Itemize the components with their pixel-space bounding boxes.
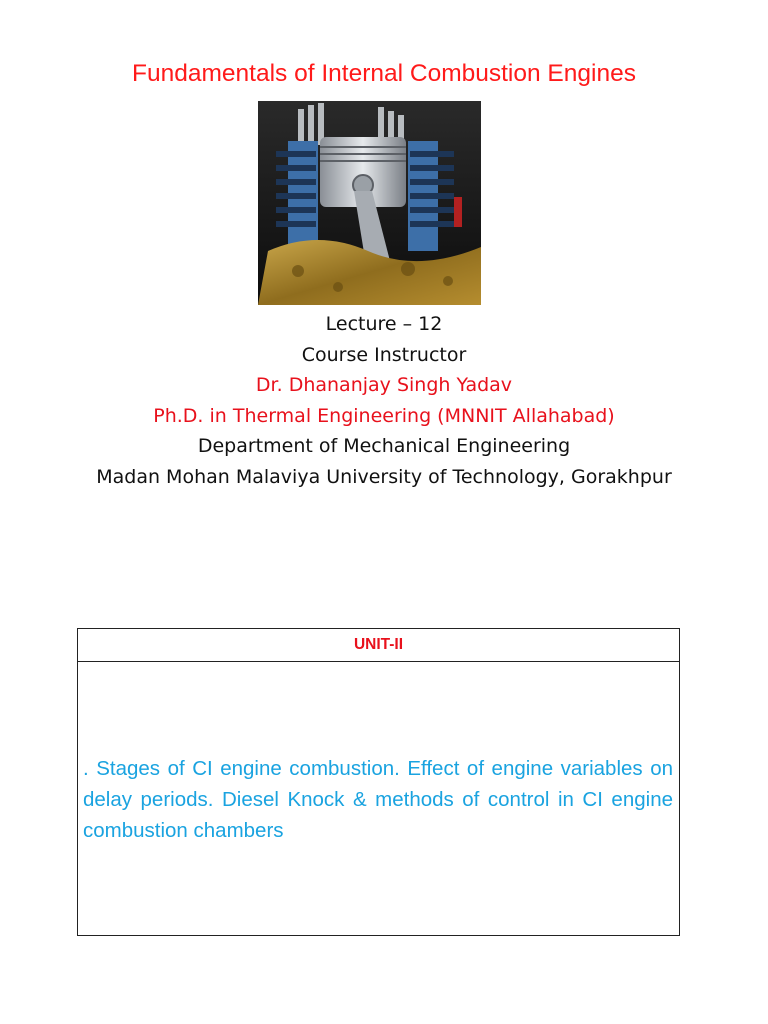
unit-table <box>77 628 680 936</box>
engine-cutaway-photo <box>258 101 481 305</box>
instructor-role: Course Instructor <box>301 343 467 366</box>
unit-header: UNIT-II <box>78 629 679 662</box>
unit-content: . Stages of CI engine combustion. Effect of engine variables on delay periods. Diesel Knock & methods of control in CI engine combustion chambers <box>83 757 673 842</box>
lecture-number: Lecture – 12 <box>325 313 443 335</box>
slide-title: Fundamentals of Internal Combustion Engines <box>132 60 636 87</box>
lecture-info <box>0 309 768 493</box>
department-name: Department of Mechanical Engineering <box>197 435 571 458</box>
instructor-qualification: Ph.D. in Thermal Engineering (MNNIT Allahabad) <box>153 404 615 427</box>
instructor-name: Dr. Dhananjay Singh Yadav <box>255 374 513 397</box>
university-name: Madan Mohan Malaviya University of Technology, Gorakhpur <box>96 465 672 488</box>
